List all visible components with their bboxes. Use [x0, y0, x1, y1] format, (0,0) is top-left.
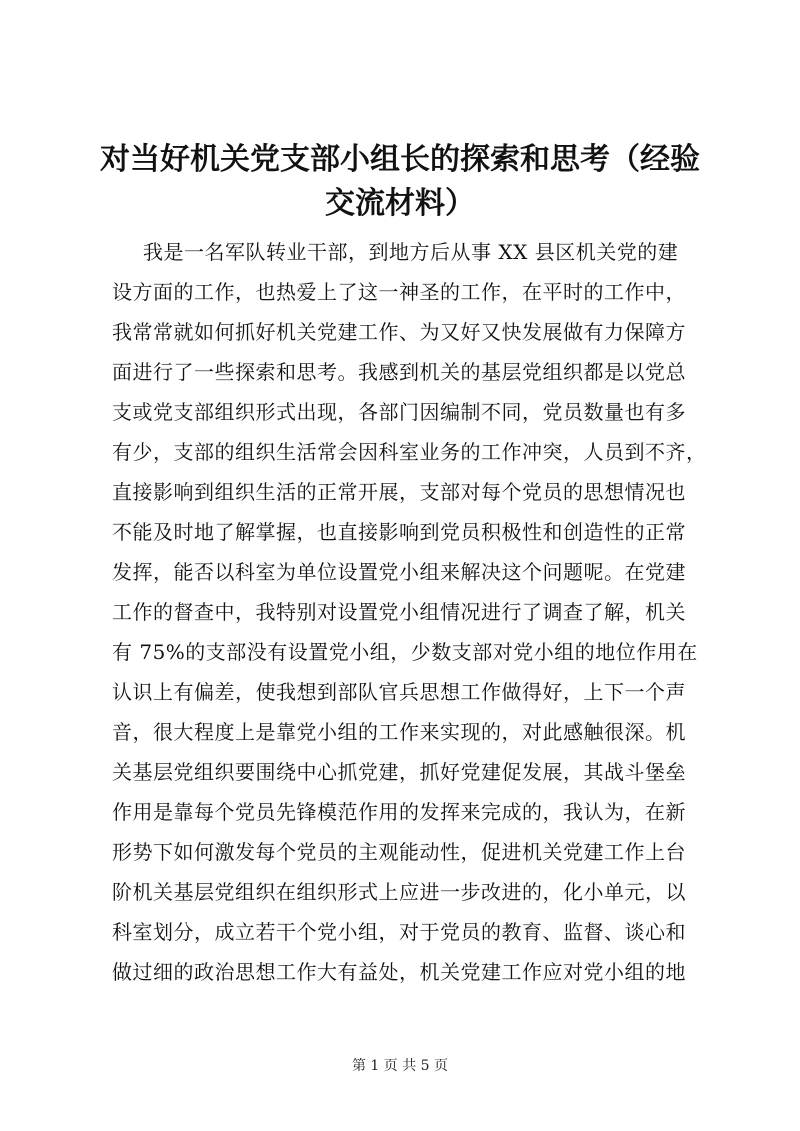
text-line: 科室划分，成立若干个党小组，对于党员的教育、监督、谈心和 [112, 920, 686, 944]
text-line: 认识上有偏差，使我想到部队官兵思想工作做得好，上下一个声 [112, 680, 686, 704]
title-line: 交流材料） [325, 186, 475, 221]
body-paragraph [102, 232, 712, 992]
text-line: 发挥，能否以科室为单位设置党小组来解决这个问题呢。在党建 [112, 560, 686, 584]
page-footer: 第 1 页 共 5 页 [351, 1058, 449, 1074]
text-line: 我常常就如何抓好机关党建工作、为又好又快发展做有力保障方 [112, 320, 686, 344]
text-line: 支或党支部组织形式出现，各部门因编制不同，党员数量也有多 [112, 400, 686, 424]
text-line: 不能及时地了解掌握，也直接影响到党员积极性和创造性的正常 [112, 520, 686, 544]
text-line: 面进行了一些探索和思考。我感到机关的基层党组织都是以党总 [112, 360, 686, 384]
text-line: 音，很大程度上是靠党小组的工作来实现的，对此感触很深。机 [112, 720, 686, 744]
text-line: 我是一名军队转业干部，到地方后从事 XX 县区机关党的建 [102, 240, 679, 264]
text-line: 作用是靠每个党员先锋模范作用的发挥来完成的，我认为，在新 [112, 800, 686, 824]
text-line: 设方面的工作，也热爱上了这一神圣的工作，在平时的工作中， [112, 280, 686, 304]
text-line: 关基层党组织要围绕中心抓党建，抓好党建促发展，其战斗堡垒 [112, 760, 686, 784]
text-line: 形势下如何激发每个党员的主观能动性，促进机关党建工作上台 [112, 840, 686, 864]
text-line: 有 75%的支部没有设置党小组，少数支部对党小组的地位作用在 [112, 640, 698, 664]
text-line: 做过细的政治思想工作大有益处，机关党建工作应对党小组的地 [112, 960, 686, 984]
document-title [70, 138, 730, 226]
text-line: 阶机关基层党组织在组织形式上应进一步改进的，化小单元，以 [112, 880, 686, 904]
text-line: 有少，支部的组织生活常会因科室业务的工作冲突，人员到不齐， [112, 440, 707, 464]
text-line: 直接影响到组织生活的正常开展，支部对每个党员的思想情况也 [112, 480, 686, 504]
title-line: 对当好机关党支部小组长的探索和思考（经验 [100, 142, 700, 177]
text-line: 工作的督查中，我特别对设置党小组情况进行了调查了解，机关 [112, 600, 686, 624]
